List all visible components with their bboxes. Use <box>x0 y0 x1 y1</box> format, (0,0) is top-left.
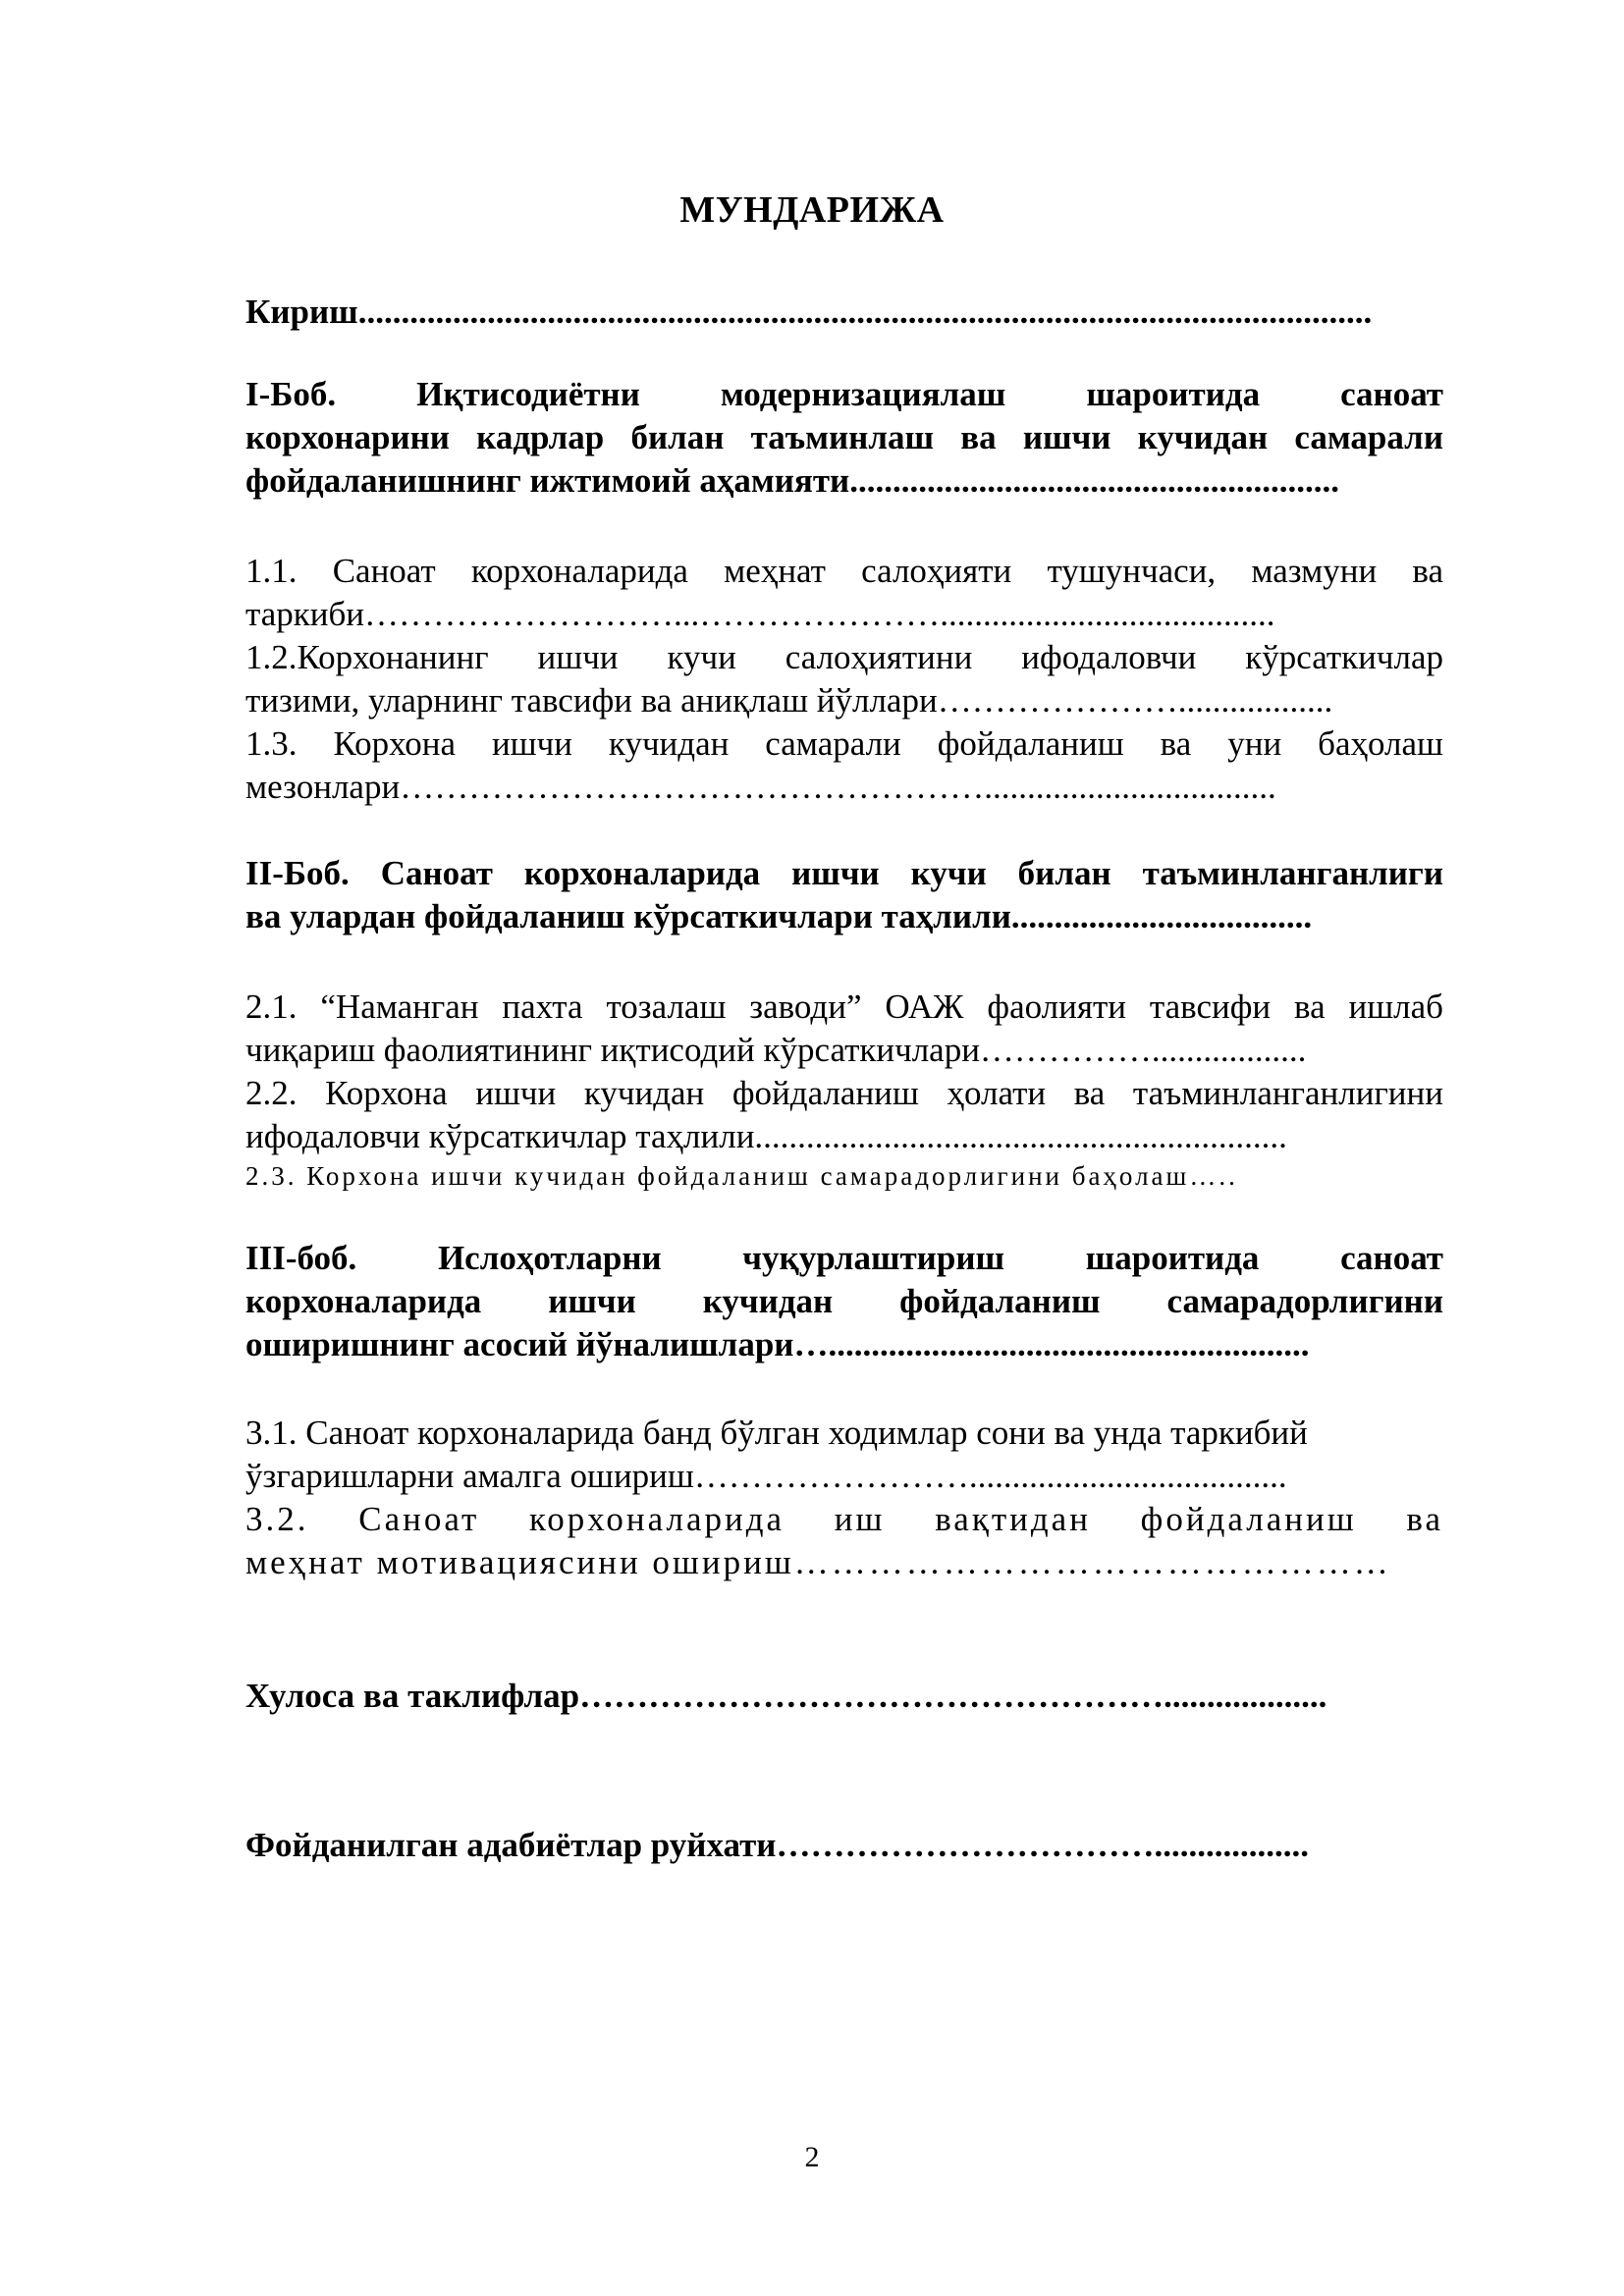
toc-entry-line: Хулоса ва таклифлар……………………………………………................... <box>245 1677 1327 1715</box>
toc-entry-chapter-2 <box>245 852 1443 938</box>
toc-entry-line: меҳнат мотивациясини ошириш………………………………………… <box>245 1543 1391 1581</box>
toc-entry-section-2-1 <box>245 986 1443 1072</box>
toc-entry-line: корхонарини кадрлар билан таъминлаш ва ишчи кучидан самарали <box>245 418 1443 456</box>
toc-entry-section-3-2 <box>245 1498 1443 1584</box>
toc-entry-line: 2.2. Корхона ишчи кучидан фойдаланиш ҳолати ва таъминланганлигини <box>245 1074 1443 1112</box>
toc-entry-section-2-3 <box>245 1154 1443 1198</box>
toc-entry-line: Кириш...................................................................................................................... <box>245 293 1373 331</box>
toc-entry-section-3-1 <box>245 1412 1443 1498</box>
toc-entry-line: 1.1. Саноат корхоналарида меҳнат салоҳияти тушунчаси, мазмуни ва <box>245 552 1443 590</box>
toc-entry-conclusion <box>245 1675 1443 1718</box>
toc-entry-section-1-2 <box>245 636 1443 722</box>
page-number: 2 <box>804 2141 820 2173</box>
toc-entry-line: таркиби………………………...…………………....................................... <box>245 595 1275 633</box>
toc-entry-section-2-2 <box>245 1072 1443 1158</box>
toc-entry-line: ўзгаришларни амалга ошириш……………………..................................... <box>245 1457 1287 1495</box>
toc-entry-line: 1.2.Корхонанинг ишчи кучи салоҳиятини ифодаловчи кўрсаткичлар <box>245 638 1443 676</box>
toc-entry-line: 3.2. Саноат корхоналарида иш вақтидан фойдаланиш ва <box>245 1500 1443 1538</box>
toc-entry-line: мезонлари…………………………………………….................................. <box>245 768 1276 806</box>
toc-entry-line: ва улардан фойдаланиш кўрсаткичлари таҳлили................................... <box>245 897 1313 935</box>
toc-entry-line: Фойданилган адабиётлар руйхати…………………………….................. <box>245 1826 1309 1864</box>
toc-entry-line: III-боб. Ислоҳотларни чуқурлаштириш шароитида саноат <box>245 1239 1443 1277</box>
toc-entry-line: 2.3. Корхона ишчи кучидан фойдаланиш самарадорлигини баҳолаш….. <box>245 1161 1238 1191</box>
toc-entry-chapter-1 <box>245 373 1443 503</box>
toc-entry-line: корхоналарида ишчи кучидан фойдаланиш самарадорлигини <box>245 1282 1443 1320</box>
toc-entry-section-1-3 <box>245 722 1443 809</box>
toc-entry-line: II-Боб. Саноат корхоналарида ишчи кучи билан таъминланганлиги <box>245 854 1443 892</box>
toc-entry-section-1-1 <box>245 550 1443 636</box>
toc-entry-line: оширишнинг асосий йўналишлари…........................................................ <box>245 1325 1310 1363</box>
toc-entry-line: фойдаланишнинг ижтимоий аҳамияти......................................................... <box>245 461 1339 500</box>
toc-entry-chapter-3 <box>245 1237 1443 1366</box>
toc-entry-line: 1.3. Корхона ишчи кучидан самарали фойдаланиш ва уни баҳолаш <box>245 724 1443 763</box>
document-title: МУНДАРИЖА <box>679 189 945 231</box>
toc-entry-line: 2.1. “Наманган пахта тозалаш заводи” ОАЖ фаолияти тавсифи ва ишлаб <box>245 988 1443 1026</box>
toc-entry-line: I-Боб. Иқтисодиётни модернизациялаш шароитида саноат <box>245 375 1443 413</box>
toc-entry-line: ифодаловчи кўрсаткичлар таҳлили.............................................................. <box>245 1117 1287 1155</box>
toc-entry-intro <box>245 291 1443 334</box>
toc-entry-line: тизими, уларнинг тавсифи ва аниқлаш йўллари………………….................. <box>245 681 1333 720</box>
toc-entry-line: 3.1. Саноат корхоналарида банд бўлган ходимлар сони ва унда таркибий <box>245 1414 1308 1452</box>
toc-entry-references <box>245 1824 1443 1867</box>
toc-entry-line: чиқариш фаолиятининг иқтисодий кўрсаткичлари…………….................. <box>245 1031 1307 1069</box>
